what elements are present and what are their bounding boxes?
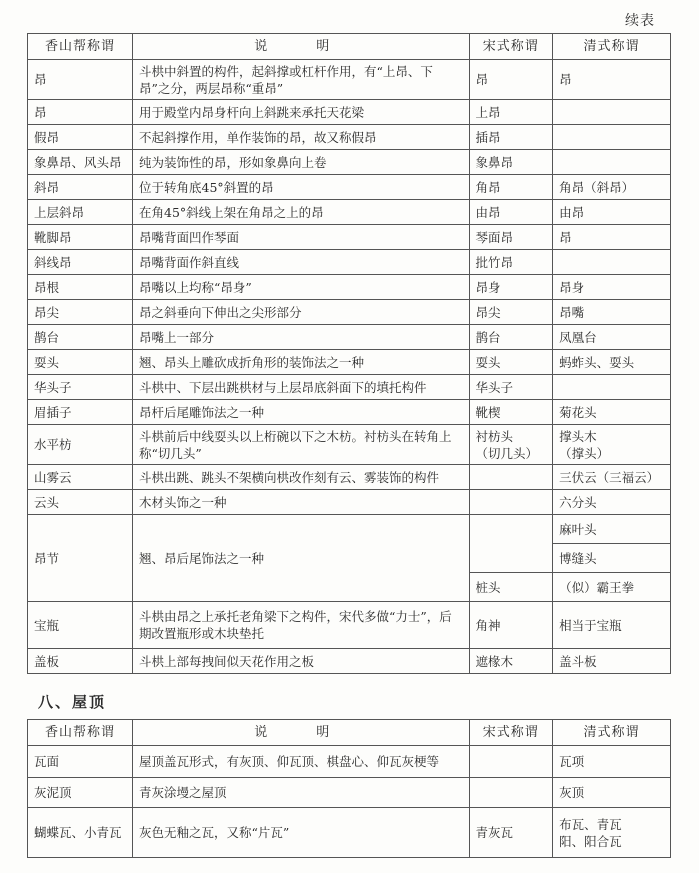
roof-terms-table <box>27 719 671 858</box>
term-xiangshan: 斜昂 <box>28 175 133 200</box>
header-description: 说 明 <box>133 34 470 60</box>
term-qing <box>553 250 671 275</box>
term-xiangshan: 山雾云 <box>28 465 133 490</box>
term-description: 昂嘴以上均称“昂身” <box>133 275 470 300</box>
term-song: 华头子 <box>469 375 553 400</box>
term-song: 角昂 <box>469 175 553 200</box>
term-qing <box>553 375 671 400</box>
term-xiangshan: 鹊台 <box>28 325 133 350</box>
term-xiangshan: 假昂 <box>28 125 133 150</box>
term-xiangshan: 上层斜昂 <box>28 200 133 225</box>
term-song: 靴楔 <box>469 400 553 425</box>
term-song <box>469 515 553 573</box>
term-qing: 盖斗板 <box>553 649 671 674</box>
term-xiangshan: 靴脚昂 <box>28 225 133 250</box>
term-qing: 博缝头 <box>553 544 671 573</box>
term-description: 斗栱由昂之上承托老角梁下之构件，宋代多做“力士”，后期改置瓶形或木块垫托 <box>133 602 470 649</box>
term-song: 琴面昂 <box>469 225 553 250</box>
term-song <box>469 490 553 515</box>
term-xiangshan: 盖板 <box>28 649 133 674</box>
term-xiangshan: 蝴蝶瓦、小青瓦 <box>28 808 133 858</box>
table-row <box>28 250 671 275</box>
term-description: 斗栱前后中线耍头以上桁碗以下之木枋。衬枋头在转角上称“切几头” <box>133 425 470 465</box>
term-qing: 撑头木 （撑头） <box>553 425 671 465</box>
table-row <box>28 175 671 200</box>
term-qing <box>553 150 671 175</box>
term-song <box>469 746 553 778</box>
term-qing: 三伏云（三福云） <box>553 465 671 490</box>
term-description: 昂嘴上一部分 <box>133 325 470 350</box>
term-song: 批竹昂 <box>469 250 553 275</box>
term-qing: 凤凰台 <box>553 325 671 350</box>
term-xiangshan: 灰泥顶 <box>28 778 133 808</box>
term-description: 青灰涂墁之屋顶 <box>133 778 470 808</box>
term-qing: 六分头 <box>553 490 671 515</box>
term-description: 翘、昂后尾饰法之一种 <box>133 515 470 602</box>
term-song: 鹊台 <box>469 325 553 350</box>
term-qing <box>553 125 671 150</box>
header-xiangshan: 香山帮称谓 <box>28 34 133 60</box>
table-header-row <box>28 720 671 746</box>
term-song <box>469 465 553 490</box>
term-xiangshan: 昂根 <box>28 275 133 300</box>
term-qing: 蚂蚱头、耍头 <box>553 350 671 375</box>
term-description: 昂嘴背面凹作琴面 <box>133 225 470 250</box>
term-song: 上昂 <box>469 100 553 125</box>
header-description: 说 明 <box>133 720 470 746</box>
term-description: 位于转角底45°斜置的昂 <box>133 175 470 200</box>
term-song: 耍头 <box>469 350 553 375</box>
table-row <box>28 125 671 150</box>
term-qing: 昂 <box>553 225 671 250</box>
term-song: 昂身 <box>469 275 553 300</box>
continued-label: 续表 <box>625 13 655 29</box>
table-row <box>28 100 671 125</box>
term-qing: 昂 <box>553 60 671 100</box>
table-row <box>28 808 671 858</box>
term-song: 桩头 <box>469 573 553 602</box>
table-row <box>28 649 671 674</box>
bracket-terms-table <box>27 33 671 674</box>
term-song: 昂尖 <box>469 300 553 325</box>
term-qing: 昂嘴 <box>553 300 671 325</box>
term-song: 角神 <box>469 602 553 649</box>
header-xiangshan: 香山帮称谓 <box>28 720 133 746</box>
term-description: 昂嘴背面作斜直线 <box>133 250 470 275</box>
table-row <box>28 490 671 515</box>
term-qing <box>553 100 671 125</box>
table-row <box>28 746 671 778</box>
header-song: 宋式称谓 <box>469 720 553 746</box>
term-description: 在角45°斜线上架在角昂之上的昂 <box>133 200 470 225</box>
term-xiangshan: 云头 <box>28 490 133 515</box>
term-description: 用于殿堂内昂身杆向上斜跳来承托天花梁 <box>133 100 470 125</box>
table-row <box>28 275 671 300</box>
term-xiangshan: 瓦面 <box>28 746 133 778</box>
table-row <box>28 778 671 808</box>
table-row <box>28 515 671 544</box>
term-description: 斗栱上部每拽间似天花作用之板 <box>133 649 470 674</box>
table-row <box>28 200 671 225</box>
table-row <box>28 325 671 350</box>
term-description: 翘、昂头上雕砍成折角形的装饰法之一种 <box>133 350 470 375</box>
term-description: 屋顶盖瓦形式，有灰顶、仰瓦顶、棋盘心、仰瓦灰梗等 <box>133 746 470 778</box>
table-row <box>28 150 671 175</box>
table-row <box>28 400 671 425</box>
table-header-row <box>28 34 671 60</box>
term-xiangshan: 斜线昂 <box>28 250 133 275</box>
table-row <box>28 602 671 649</box>
term-xiangshan: 昂节 <box>28 515 133 602</box>
term-song <box>469 778 553 808</box>
term-xiangshan: 眉插子 <box>28 400 133 425</box>
table-row <box>28 60 671 100</box>
term-xiangshan: 昂尖 <box>28 300 133 325</box>
term-xiangshan: 水平枋 <box>28 425 133 465</box>
table-row <box>28 300 671 325</box>
term-qing: 布瓦、青瓦 阳、阳合瓦 <box>553 808 671 858</box>
term-xiangshan: 昂 <box>28 60 133 100</box>
term-description: 不起斜撑作用，单作装饰的昂，故又称假昂 <box>133 125 470 150</box>
term-xiangshan: 耍头 <box>28 350 133 375</box>
term-qing: 角昂（斜昂） <box>553 175 671 200</box>
header-qing: 清式称谓 <box>553 720 671 746</box>
term-qing: 相当于宝瓶 <box>553 602 671 649</box>
term-song: 由昂 <box>469 200 553 225</box>
term-qing: 麻叶头 <box>553 515 671 544</box>
term-song: 插昂 <box>469 125 553 150</box>
term-qing: 昂身 <box>553 275 671 300</box>
table-row <box>28 225 671 250</box>
term-description: 灰色无釉之瓦，又称“片瓦” <box>133 808 470 858</box>
table-row <box>28 425 671 465</box>
table-row <box>28 350 671 375</box>
table-row <box>28 465 671 490</box>
term-description: 木材头饰之一种 <box>133 490 470 515</box>
term-description: 昂杆后尾雕饰法之一种 <box>133 400 470 425</box>
term-description: 斗栱中斜置的构件，起斜撑或杠杆作用，有“上昂、下昂”之分，两层昂称“重昂” <box>133 60 470 100</box>
section-title: 八、屋顶 <box>38 693 107 711</box>
term-xiangshan: 宝瓶 <box>28 602 133 649</box>
term-song: 昂 <box>469 60 553 100</box>
term-song: 遮椽木 <box>469 649 553 674</box>
header-qing: 清式称谓 <box>553 34 671 60</box>
term-description: 昂之斜垂向下伸出之尖形部分 <box>133 300 470 325</box>
term-qing: 瓦项 <box>553 746 671 778</box>
term-description: 纯为装饰性的昂，形如象鼻向上卷 <box>133 150 470 175</box>
term-description: 斗栱出跳、跳头不架横向栱改作刻有云、雾装饰的构件 <box>133 465 470 490</box>
term-song: 象鼻昂 <box>469 150 553 175</box>
term-xiangshan: 象鼻昂、风头昂 <box>28 150 133 175</box>
term-song: 青灰瓦 <box>469 808 553 858</box>
term-qing: （似）霸王拳 <box>553 573 671 602</box>
term-xiangshan: 昂 <box>28 100 133 125</box>
header-song: 宋式称谓 <box>469 34 553 60</box>
term-description: 斗栱中、下层出跳栱材与上层昂底斜面下的填托构件 <box>133 375 470 400</box>
term-song: 衬枋头 （切几头） <box>469 425 553 465</box>
table-row <box>28 375 671 400</box>
term-qing: 菊花头 <box>553 400 671 425</box>
term-qing: 灰顶 <box>553 778 671 808</box>
term-qing: 由昂 <box>553 200 671 225</box>
term-xiangshan: 华头子 <box>28 375 133 400</box>
